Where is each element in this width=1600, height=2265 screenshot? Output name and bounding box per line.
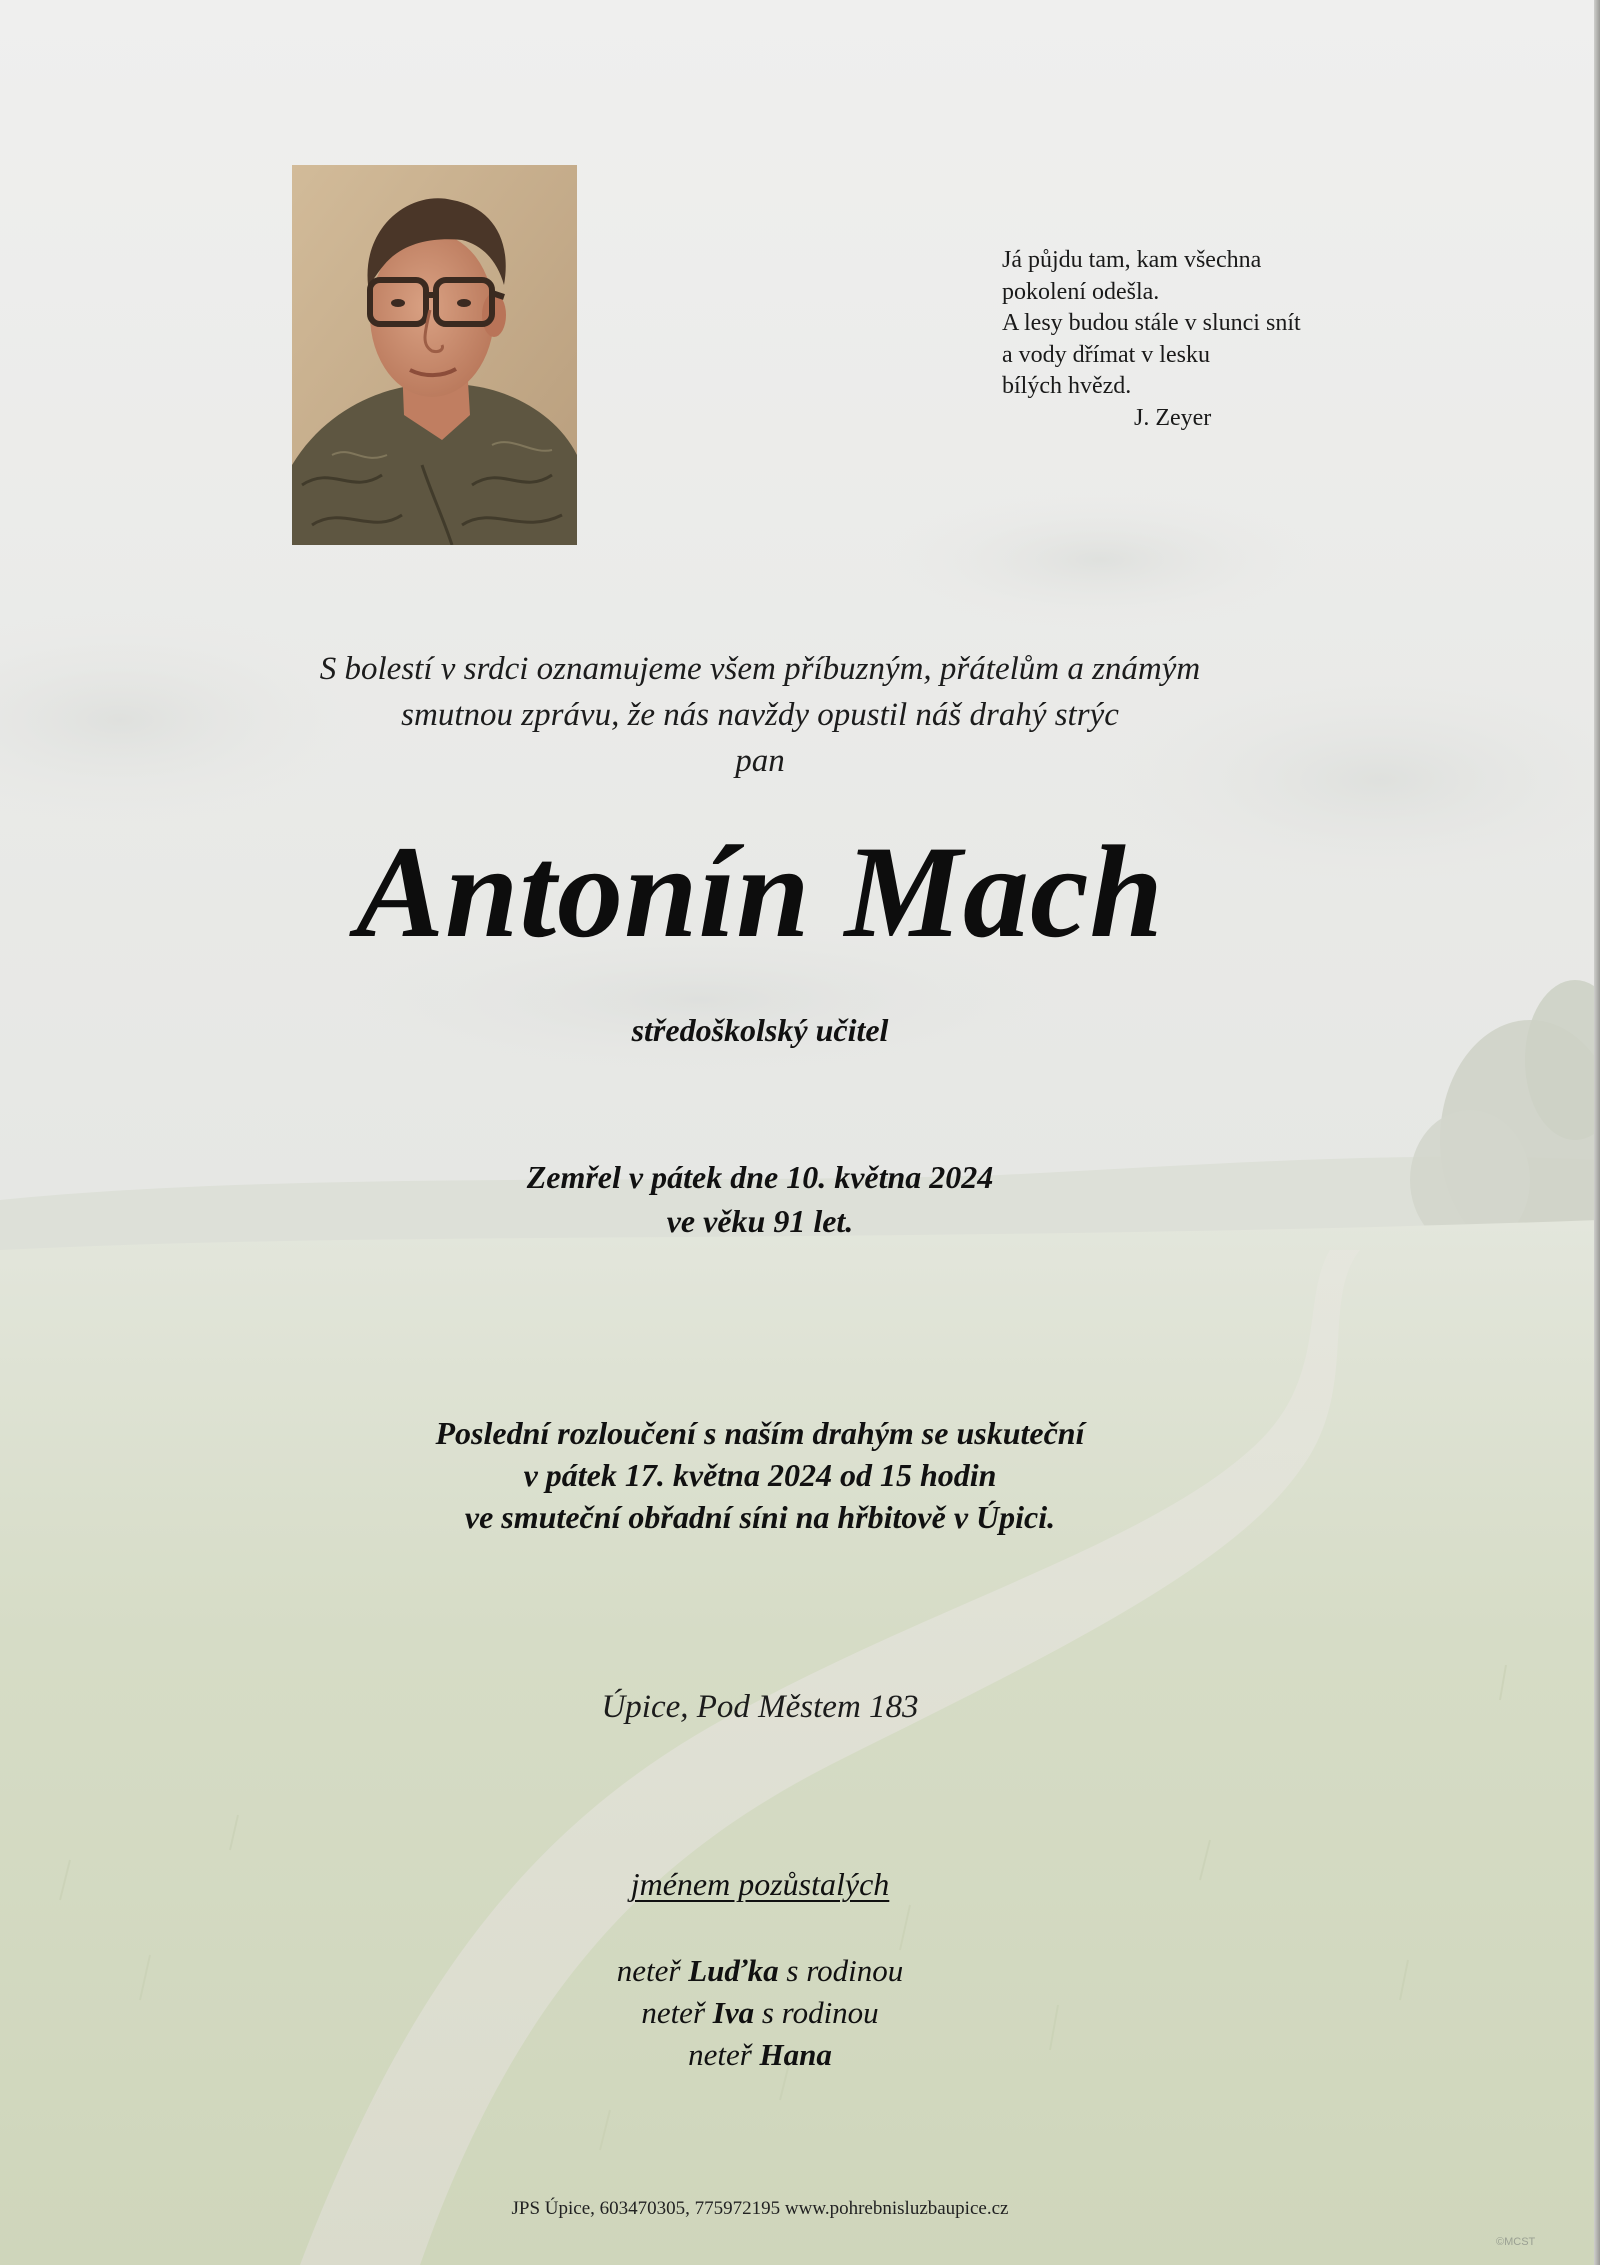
poem-line: Já půjdu tam, kam všechna <box>1002 247 1262 273</box>
farewell-line: Poslední rozloučení s naším drahým se uskuteční <box>435 1415 1085 1451</box>
poem-line: pokolení odešla. <box>1002 278 1160 305</box>
poem-line: bílých hvězd. <box>1002 373 1132 399</box>
funeral-service-footer: JPS Úpice, 603470305, 775972195 www.pohrebnisluzbaupice.cz <box>511 2198 1009 2219</box>
mourner-item <box>0 2034 1520 2076</box>
farewell-line: v pátek 17. května 2024 od 15 hodin <box>523 1457 997 1493</box>
intro-line: S bolestí v srdci oznamujeme všem příbuzným, přátelům a známým <box>319 651 1201 687</box>
farewell-line: ve smuteční obřadní síni na hřbitově v Úpici. <box>464 1499 1056 1535</box>
portrait-photo <box>292 165 577 545</box>
poem-line: A lesy budou stále v slunci snít <box>1002 310 1301 336</box>
mourner-relation: neteř <box>688 2037 752 2072</box>
mourner-item <box>0 1992 1520 2034</box>
mourner-relation: neteř <box>616 1953 681 1988</box>
paper-edge <box>1594 0 1600 2265</box>
family-address: Úpice, Pod Městem 183 <box>601 1689 919 1725</box>
deceased-name: Antonín Mach <box>356 818 1164 965</box>
poem-line: a vody dřímat v lesku <box>1002 341 1210 368</box>
intro-line: smutnou zprávu, že nás navždy opustil náš drahý strýc <box>401 697 1119 733</box>
announcement-intro <box>0 646 1520 784</box>
death-info <box>0 1155 1520 1243</box>
mourner-name: Iva <box>712 1995 755 2030</box>
mourner-name: Luďka <box>688 1953 779 1988</box>
mourner-name: Hana <box>759 2037 832 2072</box>
poem-quote <box>1002 245 1402 434</box>
mourner-suffix: s rodinou <box>786 1953 904 1988</box>
copyright-mark: ©MCST <box>1496 2236 1536 2248</box>
poem-author: J. Zeyer <box>1134 404 1212 431</box>
deceased-profession: středoškolský učitel <box>631 1012 889 1048</box>
death-age: ve věku 91 let. <box>666 1203 854 1239</box>
farewell-info <box>0 1412 1520 1538</box>
death-date: Zemřel v pátek dne 10. května 2024 <box>526 1159 994 1195</box>
mourner-item <box>0 1950 1520 1992</box>
intro-line: pan <box>735 743 785 779</box>
behalf-text: jménem pozůstalých <box>630 1866 890 1902</box>
mourner-relation: neteř <box>641 1995 706 2030</box>
mourner-suffix: s rodinou <box>761 1995 879 2030</box>
mourners-list <box>0 1950 1520 2076</box>
behalf-heading <box>0 1862 1520 1906</box>
